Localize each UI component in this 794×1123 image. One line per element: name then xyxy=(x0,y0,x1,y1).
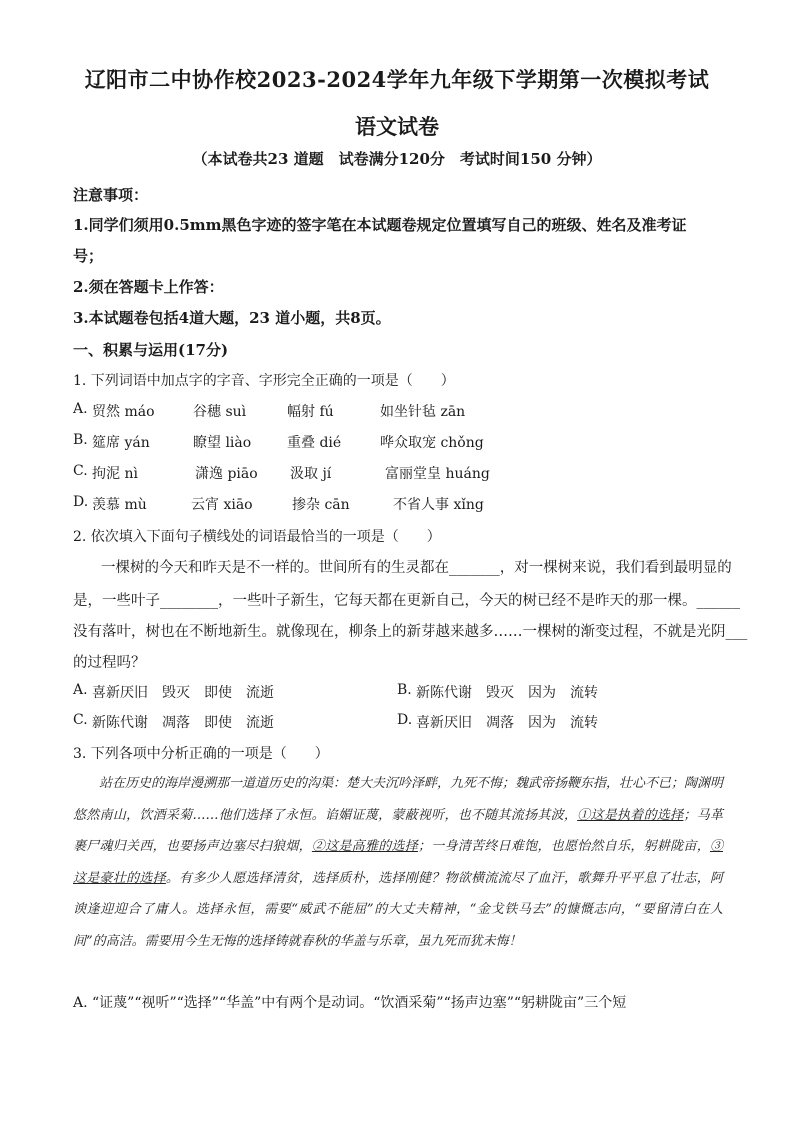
option-text: 新陈代谢 毁灭 因为 流转 xyxy=(416,685,598,701)
option-word: 不省人事 xǐng xyxy=(393,497,484,513)
question-2-stem: 2. 依次填入下面句子横线处的词语最恰当的一项是（ ） xyxy=(73,529,441,545)
option-word: 拘泥 nì xyxy=(92,466,138,482)
question-2-passage-line: 的过程吗？ xyxy=(73,655,146,671)
option-word: 羡慕 mù xyxy=(92,497,147,513)
underlined-phrase-1: ①这是执着的选择 xyxy=(577,807,684,823)
option-letter: C. xyxy=(73,712,88,728)
passage-text: 站在历史的海岸漫溯那一道道历史的沟渠：楚大夫沉吟泽畔，九死不悔；魏武帝扬鞭东指，壮心不已；陶渊明悠然南山，饮酒采菊……他们选择了永恒。谄媚证蔑，蒙蔽视听，也不随其流扬其波， xyxy=(73,776,724,823)
question-2-passage-line: 一棵树的今天和昨天是不一样的。世间所有的生灵都在_______，对一棵树来说，我们看到最明显的 xyxy=(101,560,732,576)
underlined-phrase-3: ③这是豪壮的选择 xyxy=(73,839,723,886)
exam-subtitle: 语文试卷 xyxy=(355,114,439,139)
exam-title: 辽阳市二中协作校2023-2024学年九年级下学期第一次模拟考试 xyxy=(84,67,710,92)
option-word: 瞭望 liào xyxy=(193,435,252,451)
option-letter: B. xyxy=(73,432,88,448)
option-word: 贸然 máo xyxy=(92,404,155,420)
option-letter: A. xyxy=(73,682,88,698)
option-word: 谷穗 suì xyxy=(193,404,247,420)
option-word: 幅射 fú xyxy=(287,404,334,420)
question-2-passage-line: 没有落叶，树也在不断地新生。就像现在，柳条上的新芽越来越多……一棵树的渐变过程，不就是光阴___ xyxy=(73,624,748,640)
option-word: 云宵 xiāo xyxy=(191,497,253,513)
note-item-1: 1.同学们须用0.5mm黑色字迹的签字笔在本试题卷规定位置填写自己的班级、姓名及准考证 xyxy=(73,216,687,234)
option-word: 重叠 dié xyxy=(287,435,342,451)
underlined-phrase-2: ②这是高雅的选择 xyxy=(311,839,419,854)
option-word: 潇逸 piāo xyxy=(195,466,258,482)
question-3-stem: 3. 下列各项中分析正确的一项是（ ） xyxy=(73,746,329,762)
note-item-1-cont: 号； xyxy=(73,247,104,265)
option-text: 新陈代谢 凋落 即使 流逝 xyxy=(92,715,274,731)
passage-text: 。有多少人愿选择清贫，选择质朴，选择刚健？物欲横流流尽了血汗，歌舞升平平息了壮志，阿谀逢迎迎合了庸人。选择永恒，需要“威武不能屈”的大丈夫精神，“金戈铁马去”的慷慨志向，“要留清白在人间”的高洁。需要用今生无悔的选择铸就春秋的华盖与乐章，虽九死而犹未悔！ xyxy=(73,870,723,949)
exam-info: （本试卷共23 道题 试卷满分120分 考试时间150 分钟） xyxy=(192,150,602,168)
option-word: 如坐针毡 zān xyxy=(380,404,466,420)
note-item-3: 3.本试题卷包括4道大题，23 道小题，共8页。 xyxy=(73,309,391,327)
question-3-option-a: A. “证蔑”“视听”“选择”“华盖”中有两个是动词。“饮酒采菊”“扬声边塞”“躬耕陇亩”三个短 xyxy=(73,995,627,1011)
question-1-stem: 1. 下列词语中加点字的字音、字形完全正确的一项是（ ） xyxy=(73,373,455,389)
option-word: 哗众取宠 chǒng xyxy=(380,435,484,451)
option-letter: A. xyxy=(73,401,88,417)
question-3-passage xyxy=(73,768,723,957)
passage-text: ；一身清苦终日难饱，也愿怡然自乐，躬耕陇亩， xyxy=(418,839,710,854)
option-word: 筵席 yán xyxy=(92,435,150,451)
section-heading: 一、积累与运用(17分) xyxy=(73,341,229,359)
option-text: 喜新厌旧 凋落 因为 流转 xyxy=(416,715,598,731)
option-letter: D. xyxy=(397,712,413,728)
option-letter: C. xyxy=(73,463,88,479)
note-item-2: 2.须在答题卡上作答： xyxy=(73,278,224,296)
question-2-passage-line: 是，一些叶子________，一些叶子新生，它每天都在更新自己，今天的树已经不是昨天的那一棵。______ xyxy=(73,593,740,609)
passage-text: ；马革裹尸魂归关西，也要扬声边塞尽扫狼烟， xyxy=(73,807,723,854)
option-text: 喜新厌旧 毁灭 即使 流逝 xyxy=(92,685,274,701)
option-word: 富丽堂皇 huáng xyxy=(385,466,490,482)
notes-heading: 注意事项： xyxy=(73,186,149,204)
option-word: 掺杂 cān xyxy=(292,497,350,513)
option-letter: D. xyxy=(73,494,89,510)
option-word: 汲取 jí xyxy=(290,466,332,482)
option-letter: B. xyxy=(397,682,412,698)
